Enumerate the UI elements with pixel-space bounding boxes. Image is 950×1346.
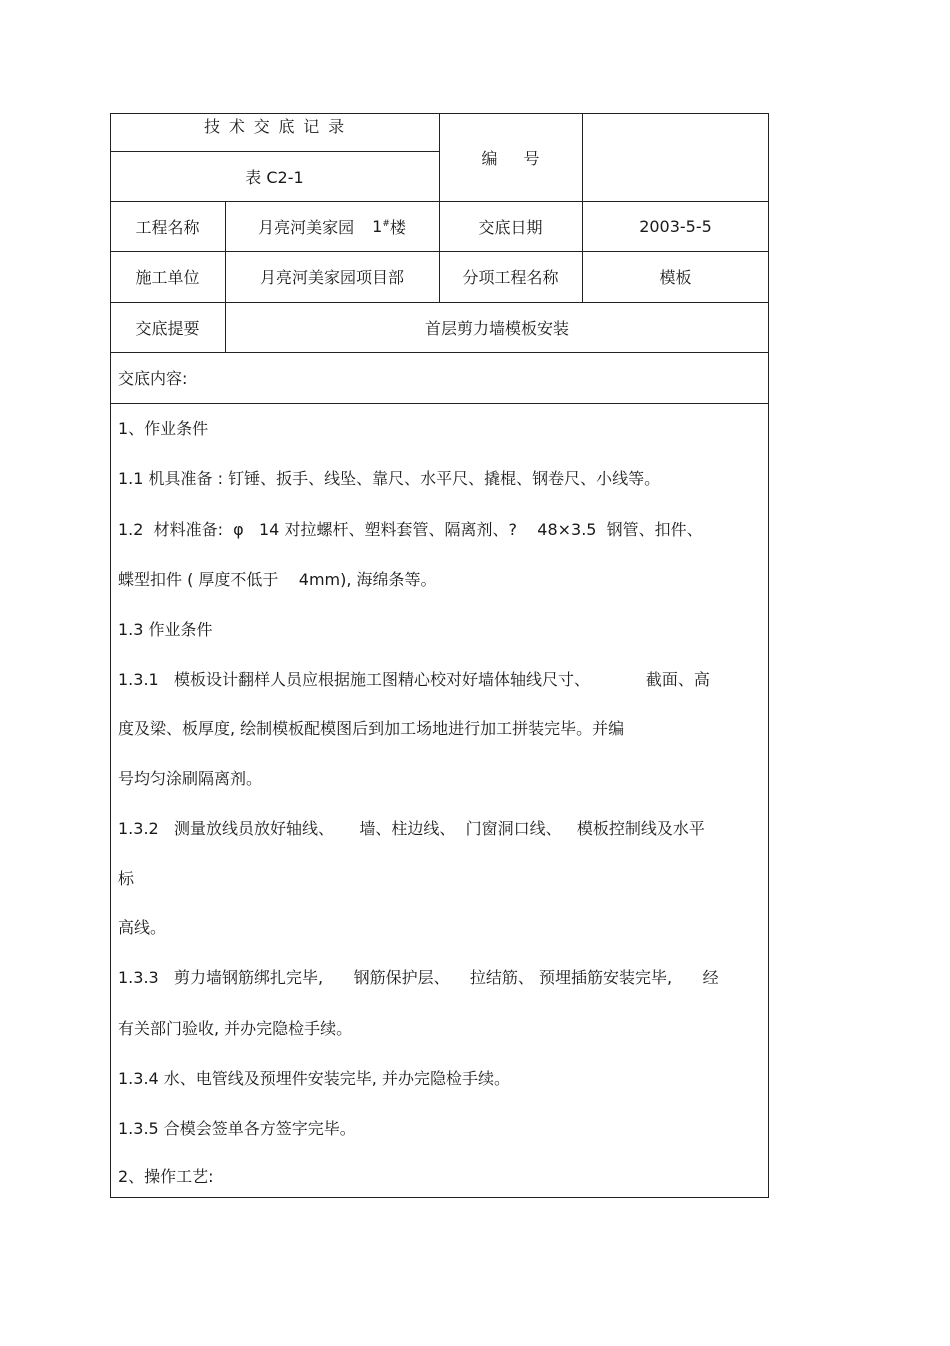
content-line-10: 标 [118,869,135,888]
content-line-14: 1.3.4 水、电管线及预埋件安装完毕, 并办完隐检手续。 [118,1069,510,1088]
summary-label: 交底提要 [135,318,200,338]
form-title: 技术交底记录 [204,116,353,136]
content-line-16: 2、操作工艺: [118,1167,214,1186]
building-number-sup: # [382,219,390,229]
date-value: 2003-5-5 [639,216,712,236]
content-line-2: 1.1 机具准备 : 钉锤、扳手、线坠、靠尺、水平尺、撬棍、钢卷尺、小线等。 [118,469,661,488]
project-name-text: 月亮河美家园 [258,217,355,237]
date-label: 交底日期 [478,217,543,237]
number-label-char-1: 编 [481,148,498,168]
content-line-5: 1.3 作业条件 [118,620,213,639]
number-label-char-2: 号 [523,148,540,168]
content-line-13: 有关部门验收, 并办完隐检手续。 [118,1019,353,1038]
content-line-12: 1.3.3 剪力墙钢筋绑扎完毕, 钢筋保护层、 拉结筋、 预埋插筋安装完毕, 经 [118,968,719,987]
building-number: 1 [372,216,383,236]
content-line-15: 1.3.5 合模会签单各方签字完毕。 [118,1119,356,1138]
form-number: 表 C2-1 [245,167,304,187]
subitem-label: 分项工程名称 [462,268,559,287]
summary-value: 首层剪力墙模板安装 [424,318,569,338]
project-name-label: 工程名称 [135,217,200,237]
content-label: 交底内容: [118,369,188,388]
content-line-1: 1、作业条件 [118,419,209,438]
content-line-9: 1.3.2 测量放线员放好轴线、 墙、柱边线、 门窗洞口线、 模板控制线及水平 [118,819,705,838]
subitem-value: 模板 [659,268,692,287]
content-line-8: 号均匀涂刷隔离剂。 [118,769,263,788]
number-label [439,113,582,201]
content-line-7: 度及梁、板厚度, 绘制模板配模图后到加工场地进行加工拼装完毕。并编 [118,719,625,738]
content-line-3: 1.2 材料准备: φ 14 对拉螺杆、塑料套管、隔离剂、? 48×3.5 钢管、扣件、 [118,520,703,539]
project-name-value [225,201,439,251]
building-suffix: 楼 [389,217,406,237]
unit-label: 施工单位 [135,268,200,287]
number-value [582,113,769,201]
content-line-6: 1.3.1 模板设计翻样人员应根据施工图精心校对好墙体轴线尺寸、 截面、高 [118,670,710,689]
content-line-4: 蝶型扣件 ( 厚度不低于 4mm), 海绵条等。 [118,570,437,589]
unit-value: 月亮河美家园项目部 [259,268,404,287]
rule-content-label-bottom [110,403,769,404]
content-line-11: 高线。 [118,918,167,937]
